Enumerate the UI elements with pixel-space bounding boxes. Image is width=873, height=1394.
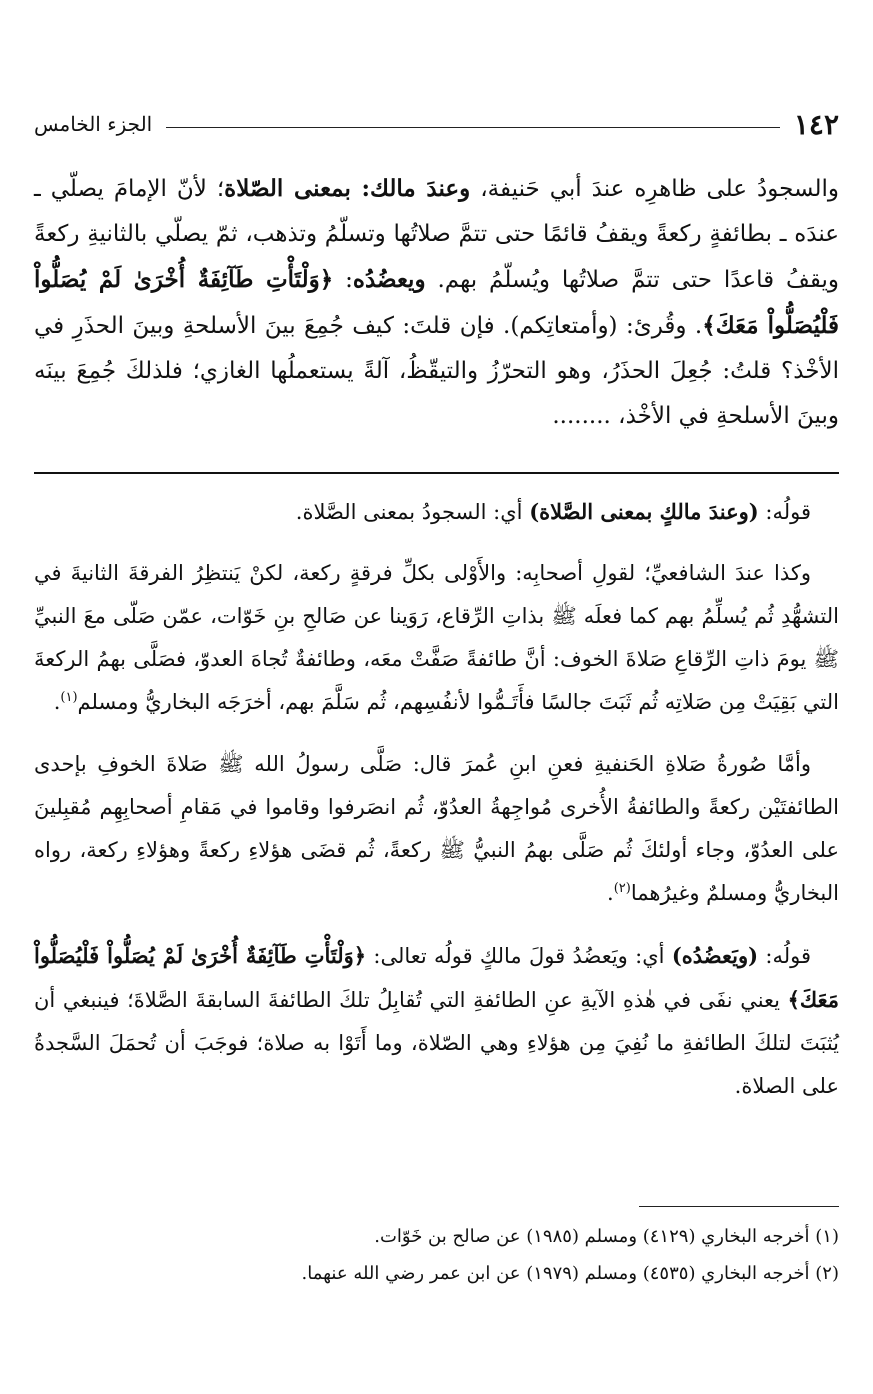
header-rule	[166, 127, 780, 128]
commentary-paragraph	[34, 743, 839, 915]
commentary-segment: قولُه:	[758, 944, 811, 968]
commentary	[34, 490, 839, 1127]
main-text-segment: :	[333, 267, 353, 293]
commentary-segment: يعني نفَى في هٰذهِ الآيةِ عنِ الطائفةِ التي تُقابِلُ تلكَ الطائفةَ السابقةَ الصَّلاةَ؛ فينبغي أن يُثبَتَ لتلكَ الطائفةِ ما نُفِيَ مِن هؤلاءِ وهي الصّلاة، وما أَتَوْا به صلاة؛ فوجَبَ أن تُحمَلَ السَّجدةُ على الصلاة.	[34, 988, 839, 1098]
commentary-segment: وكذا عندَ الشافعيِّ؛ لقولِ أصحابِه: والأَوْلى بكلِّ فرقةٍ ركعة، لكنْ يَنتظِرُ الفرقةَ الثانيةَ في التشهُّدِ ثُم يُسلِّمُ بهم كما فعلَه ﷺ بذاتِ الرِّقاع، رَوَينا عن صَالحِ بنِ خَوّات، عمّن صَلّى معَ النبيِّ ﷺ يومَ ذاتِ الرِّقاعِ صَلاةَ الخوف: أنَّ طائفةً صَفَّتْ معَه، وطائفةٌ تُجاهَ العدوّ، فصَلَّى بهمُ الركعةَ التي بَقِيَتْ مِن صَلاتِه ثُم ثَبَتَ جالسًا فأَتَـمُّوا لأنفُسِهم، ثُم سَلَّمَ بهم، أخرَجَه البخاريُّ ومسلم	[34, 561, 839, 714]
page-number: ١٤٢	[793, 107, 839, 141]
commentary-segment: أي: ويَعضُدُ قولَ مالكٍ قولُه تعالى:	[366, 944, 672, 968]
quran-verse: ﴿وَلْتَأْتِ طَآئِفَةٌ أُخْرَىٰ لَمْ يُصَلُّواْ فَلْيُصَلُّواْ مَعَكَ﴾	[34, 266, 840, 339]
commentary-segment: قولُه:	[758, 500, 811, 524]
footnote: (١) أخرجه البخاري (٤١٢٩) ومسلم (١٩٨٥) عن صالح بن خَوّات.	[374, 1226, 839, 1247]
main-bold-phrase: ويعضُدُه	[352, 266, 426, 293]
commentary-lemma: (وعندَ مالكٍ بمعنى الصَّلاة)	[529, 499, 759, 524]
commentary-paragraph	[34, 552, 839, 724]
footnote-ref[interactable]: (٢)	[613, 881, 631, 896]
part-title: الجزء الخامس	[34, 112, 153, 136]
main-text	[34, 166, 839, 439]
footnotes	[34, 1218, 839, 1292]
commentary-paragraph	[34, 934, 839, 1108]
main-text-segment: والسجودُ على ظاهرِه عندَ أبي حَنيفة،	[470, 176, 839, 202]
main-bold-phrase: وعندَ مالك: بمعنى الصّلاة	[224, 175, 471, 202]
commentary-lemma: (ويَعضُدُه)	[671, 943, 759, 968]
commentary-segment: .	[607, 881, 614, 905]
main-text-segment: . وقُرئ: (وأمتعاتِكم). فإن قلتَ: كيف جُمِعَ بينَ الأسلحةِ وبينَ الحذَرِ في الأخْذ؟ قلتُ: جُعِلَ الحذَرُ، وهو التحرّزُ والتيقّظُ، آلةً يستعملُها الغازي؛ فلذلكَ جُمِعَ بينَه وبينَ الأسلحةِ في الأخْذ، ........	[34, 313, 839, 429]
main-paragraph	[34, 166, 839, 439]
main-text-segment: ؛ لأنّ الإمامَ يصلّي ـ عندَه ـ بطائفةٍ ركعةً ويقفُ قائمًا حتى تتمَّ صلاتُها وتسلّمُ وتذهب، ثمّ يصلّي بالثانيةِ ركعةً ويقفُ قاعدًا حتى تتمَّ صلاتُها ويُسلّمُ بهم.	[34, 176, 839, 293]
commentary-segment: .	[53, 690, 61, 714]
footnote-ref[interactable]: (١)	[60, 690, 78, 705]
footnote: (٢) أخرجه البخاري (٤٥٣٥) ومسلم (١٩٧٩) عن ابن عمر رضي الله عنهما.	[301, 1263, 839, 1284]
commentary-segment: أي: السجودُ بمعنى الصَّلاة.	[295, 500, 530, 524]
commentary-segment: وأمَّا صُورةُ صَلاةِ الحَنفيةِ فعنِ ابنِ عُمرَ قال: صَلَّى رسولُ الله ﷺ صَلاةَ الخوفِ بإحدى الطائفتَيْن ركعةً والطائفةُ الأُخرى مُواجِهةُ العدُوّ، ثُم انصَرفوا وقاموا في مَقامِ أصحابِهِم مُقبِلينَ على العدُوّ، وجاء أولئكَ ثُم صَلَّى بهمُ النبيُّ ﷺ ركعةً، ثُم قضَى هؤلاءِ ركعةً وهؤلاءِ ركعة، رواه البخاريُّ ومسلمٌ وغيرُهما	[34, 752, 839, 905]
section-divider	[34, 472, 839, 474]
footnote-rule	[639, 1206, 839, 1207]
commentary-paragraph	[34, 490, 839, 534]
running-header	[34, 104, 839, 144]
quran-verse: ﴿وَلْتَأْتِ طَآئِفَةٌ أُخْرَىٰ لَمْ يُصَلُّواْ فَلْيُصَلُّواْ مَعَكَ﴾	[34, 943, 839, 1012]
